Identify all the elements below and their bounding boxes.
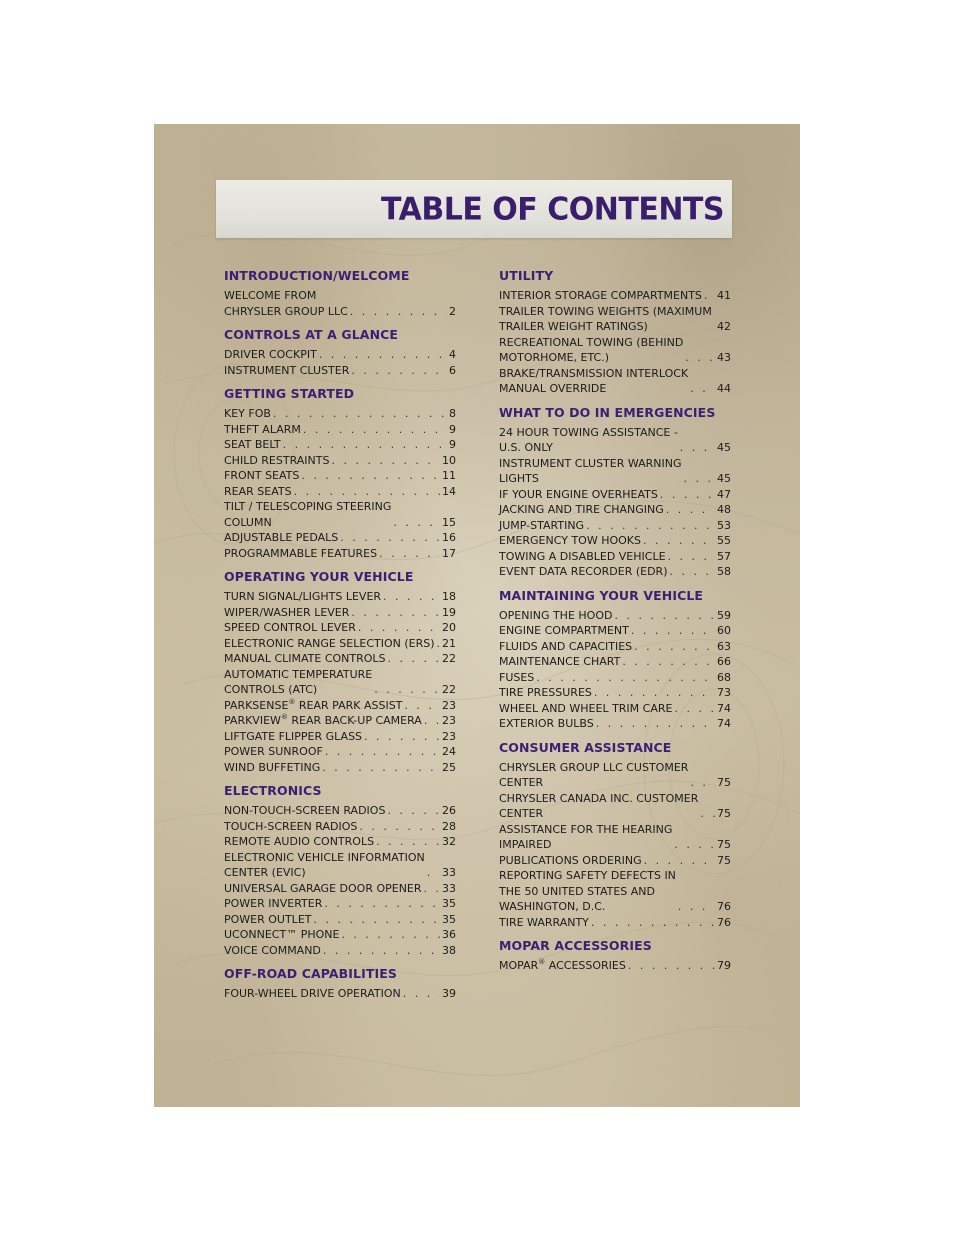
page-number: 75 — [717, 853, 731, 867]
dot-leader — [351, 605, 440, 621]
dot-leader — [301, 468, 440, 484]
toc-entry[interactable] — [499, 533, 731, 549]
section-heading: CONSUMER ASSISTANCE — [499, 739, 672, 755]
dot-leader — [596, 716, 715, 732]
entry-label: SEAT BELT — [224, 438, 281, 451]
page-number: 74 — [717, 701, 731, 715]
dot-leader — [690, 775, 715, 791]
dot-leader — [427, 865, 440, 881]
dot-leader — [341, 927, 440, 943]
toc-entry[interactable] — [499, 366, 731, 397]
dot-leader — [437, 636, 441, 652]
page-number: 10 — [442, 453, 456, 467]
dot-leader — [424, 881, 440, 897]
entry-label: CHRYSLER CANADA INC. CUSTOMER CENTER — [499, 791, 699, 820]
dot-leader — [668, 549, 715, 565]
entry-label: FOUR-WHEEL DRIVE OPERATION — [224, 987, 401, 1000]
toc-entry[interactable] — [224, 744, 456, 760]
entry-label: MANUAL CLIMATE CONTROLS — [224, 652, 386, 665]
toc-entry[interactable] — [499, 549, 731, 565]
dot-leader — [324, 896, 440, 912]
toc-section — [499, 268, 731, 397]
page-number: 60 — [717, 624, 731, 637]
toc-entry[interactable] — [499, 958, 731, 974]
toc-entry[interactable] — [224, 698, 456, 714]
entry-label: EMERGENCY TOW HOOKS — [499, 534, 641, 547]
dot-leader — [374, 682, 440, 698]
entry-label: INSTRUMENT CLUSTER WARNING LIGHTS — [499, 456, 682, 485]
entry-label: PROGRAMMABLE FEATURES — [224, 546, 378, 560]
section-heading: UTILITY — [499, 268, 554, 283]
toc-entry[interactable] — [224, 546, 456, 562]
page-number: 44 — [717, 382, 731, 395]
toc-section — [499, 938, 731, 974]
page-number: 15 — [442, 515, 456, 529]
toc-entry[interactable] — [499, 716, 731, 732]
entry-label: ELECTRONIC VEHICLE INFORMATION CENTER (EVIC) — [224, 850, 425, 879]
toc-entry[interactable] — [224, 912, 456, 928]
dot-leader — [319, 347, 447, 363]
toc-entry[interactable] — [224, 288, 456, 319]
entry-label: TOUCH-SCREEN RADIOS — [224, 819, 358, 833]
dot-leader — [614, 608, 715, 624]
section-heading: CONTROLS AT A GLANCE — [224, 327, 399, 342]
page-number: 75 — [717, 838, 731, 851]
section-heading: ELECTRONICS — [224, 783, 322, 798]
dot-leader — [313, 912, 440, 928]
dot-leader — [283, 437, 447, 453]
dot-leader — [323, 943, 440, 959]
entry-label: REAR SEATS — [224, 484, 292, 498]
toc-entry[interactable] — [224, 347, 456, 363]
page-number: 20 — [442, 621, 456, 634]
toc-entry[interactable] — [499, 670, 731, 686]
toc-entry[interactable] — [224, 605, 456, 621]
page-number: 9 — [449, 438, 456, 451]
toc-section — [224, 268, 456, 319]
section-heading: MOPAR ACCESSORIES — [499, 938, 652, 953]
entry-label: POWER INVERTER — [224, 897, 323, 910]
page-number: 57 — [717, 549, 731, 563]
toc-entry[interactable] — [499, 868, 731, 915]
entry-label: PARKVIEW® REAR BACK-UP CAMERA — [224, 713, 422, 727]
dot-leader — [325, 744, 440, 760]
entry-label: INTERIOR STORAGE COMPARTMENTS — [499, 289, 702, 302]
toc-entry[interactable] — [224, 803, 456, 819]
toc-entry[interactable] — [499, 456, 731, 487]
section-heading: MAINTAINING YOUR VEHICLE — [499, 587, 704, 603]
entry-label: ASSISTANCE FOR THE HEARING IMPAIRED — [499, 822, 673, 851]
entry-label: MOPAR® ACCESSORIES — [499, 958, 626, 972]
page-title: TABLE OF CONTENTS — [381, 191, 724, 228]
dot-leader — [294, 484, 440, 500]
entry-label: FUSES — [499, 670, 535, 684]
toc-column-left — [224, 268, 456, 1010]
toc-entry[interactable] — [499, 915, 731, 931]
entry-label: AUTOMATIC TEMPERATURE CONTROLS (ATC) — [224, 667, 373, 696]
toc-entry[interactable] — [224, 927, 456, 943]
entry-label: JUMP-STARTING — [499, 518, 585, 532]
toc-entry[interactable] — [224, 468, 456, 484]
toc-entry[interactable] — [224, 530, 456, 546]
dot-leader — [643, 533, 715, 549]
dot-leader — [340, 530, 440, 546]
page-number: 59 — [717, 608, 731, 622]
page-number: 11 — [442, 469, 456, 482]
toc-section — [499, 405, 731, 580]
entry-label: 24 HOUR TOWING ASSISTANCE - U.S. ONLY — [499, 425, 678, 454]
entry-label: TILT / TELESCOPING STEERING COLUMN — [224, 500, 392, 529]
toc-entry[interactable] — [499, 654, 731, 670]
page-number: 38 — [442, 943, 456, 957]
toc-entry[interactable] — [499, 791, 731, 822]
registered-mark: ® — [280, 713, 288, 721]
dot-leader — [622, 654, 715, 670]
page-number: 17 — [442, 546, 456, 560]
dot-leader — [383, 589, 440, 605]
entry-label: INSTRUMENT CLUSTER — [224, 363, 350, 377]
page-number: 16 — [442, 531, 456, 544]
page-number: 39 — [442, 987, 456, 1000]
dot-leader — [666, 502, 715, 518]
entry-label: ENGINE COMPARTMENT — [499, 624, 629, 637]
section-heading: GETTING STARTED — [224, 386, 355, 401]
entry-label: NON-TOUCH-SCREEN RADIOS — [224, 804, 386, 817]
page-number: 33 — [442, 866, 456, 879]
page-number: 21 — [442, 636, 456, 650]
dot-leader — [631, 623, 715, 639]
page-number: 53 — [717, 518, 731, 532]
entry-label: ELECTRONIC RANGE SELECTION (ERS) — [224, 636, 435, 650]
page-number: 66 — [717, 655, 731, 668]
page-number: 79 — [717, 959, 731, 972]
entry-label: REMOTE AUDIO CONTROLS — [224, 835, 375, 848]
dot-leader — [303, 422, 447, 438]
page-number: 24 — [442, 745, 456, 758]
entry-label: UNIVERSAL GARAGE DOOR OPENER — [224, 881, 422, 895]
entry-label: OPENING THE HOOD — [499, 608, 613, 622]
dot-leader — [403, 986, 440, 1002]
entry-label: CHRYSLER GROUP LLC CUSTOMER CENTER — [499, 760, 689, 789]
dot-leader — [388, 651, 440, 667]
toc-entry[interactable] — [224, 819, 456, 835]
dot-leader — [536, 670, 715, 686]
page-number: 19 — [442, 605, 456, 619]
dot-leader — [684, 471, 715, 487]
toc-section — [224, 783, 456, 958]
toc-entry[interactable] — [499, 487, 731, 503]
toc-entry[interactable] — [499, 822, 731, 853]
page-background — [154, 124, 800, 1107]
toc-entry[interactable] — [224, 437, 456, 453]
entry-label: EXTERIOR BULBS — [499, 717, 594, 730]
toc-entry[interactable] — [499, 639, 731, 655]
page-number: 76 — [717, 915, 731, 929]
page-number: 23 — [442, 714, 456, 727]
page-number: 14 — [442, 484, 456, 498]
section-heading: OFF-ROAD CAPABILITIES — [224, 966, 397, 981]
toc-entry[interactable] — [499, 304, 731, 335]
toc-entry[interactable] — [224, 850, 456, 881]
toc-section — [499, 740, 731, 931]
section-heading: OPERATING YOUR VEHICLE — [224, 569, 414, 584]
entry-label: RECREATIONAL TOWING (BEHIND MOTORHOME, ETC.) — [499, 335, 684, 364]
page-number: 22 — [442, 683, 456, 696]
toc-entry[interactable] — [224, 986, 456, 1002]
toc-entry[interactable] — [224, 453, 456, 469]
entry-label: EVENT DATA RECORDER (EDR) — [499, 565, 668, 578]
dot-leader — [685, 350, 715, 366]
page-number: 68 — [717, 670, 731, 684]
entry-label: KEY FOB — [224, 407, 271, 420]
entry-label: REPORTING SAFETY DEFECTS IN THE 50 UNITED STATES AND WASHINGTON, D.C. — [499, 869, 676, 913]
toc-section — [224, 966, 456, 1002]
dot-leader — [674, 701, 715, 717]
entry-label: BRAKE/TRANSMISSION INTERLOCK MANUAL OVERRIDE — [499, 366, 689, 395]
dot-leader — [690, 381, 715, 397]
toc-entry[interactable] — [499, 335, 731, 366]
dot-leader — [628, 958, 715, 974]
entry-label: JACKING AND TIRE CHANGING — [499, 503, 664, 516]
toc-entry[interactable] — [499, 701, 731, 717]
toc-section — [224, 327, 456, 378]
dot-leader — [331, 453, 440, 469]
toc-entry[interactable] — [224, 363, 456, 379]
dot-leader — [376, 834, 440, 850]
toc-entry[interactable] — [224, 729, 456, 745]
toc-entry[interactable] — [224, 499, 456, 530]
dot-leader — [350, 304, 447, 320]
dot-leader — [680, 440, 715, 456]
toc-entry[interactable] — [499, 502, 731, 518]
toc-entry[interactable] — [499, 425, 731, 456]
dot-leader — [586, 518, 715, 534]
entry-label: CHILD RESTRAINTS — [224, 453, 330, 467]
toc-entry[interactable] — [224, 713, 456, 729]
toc-entry[interactable] — [499, 853, 731, 869]
page-number: 18 — [442, 590, 456, 603]
dot-leader — [660, 487, 715, 503]
dot-leader — [358, 620, 440, 636]
dot-leader — [359, 819, 440, 835]
entry-label: POWER OUTLET — [224, 912, 312, 926]
dot-leader — [387, 803, 440, 819]
toc-section — [224, 569, 456, 775]
page-number: 2 — [449, 304, 456, 318]
section-heading: INTRODUCTION/WELCOME — [224, 268, 410, 283]
toc-entry[interactable] — [499, 288, 731, 304]
dot-leader — [322, 760, 440, 776]
entry-label: SPEED CONTROL LEVER — [224, 621, 356, 634]
entry-label: TURN SIGNAL/LIGHTS LEVER — [224, 590, 382, 603]
page-number: 22 — [442, 652, 456, 665]
toc-entry[interactable] — [224, 834, 456, 850]
page-number: 73 — [717, 686, 731, 699]
entry-label: PUBLICATIONS ORDERING — [499, 853, 642, 867]
dot-leader — [404, 698, 440, 714]
dot-leader — [644, 853, 715, 869]
entry-label: MAINTENANCE CHART — [499, 655, 621, 668]
toc-section — [224, 386, 456, 561]
page-number: 28 — [442, 819, 456, 833]
entry-label: THEFT ALARM — [224, 422, 301, 436]
entry-label: ADJUSTABLE PEDALS — [224, 531, 339, 544]
entry-label: WIPER/WASHER LEVER — [224, 605, 350, 619]
page-number: 25 — [442, 760, 456, 774]
entry-label: PARKSENSE® REAR PARK ASSIST — [224, 697, 403, 712]
page-number: 26 — [442, 804, 456, 817]
toc-entry[interactable] — [224, 589, 456, 605]
toc-entry[interactable] — [224, 484, 456, 500]
entry-label: WIND BUFFETING — [224, 760, 321, 774]
page-number: 42 — [717, 320, 731, 333]
title-banner — [216, 180, 732, 238]
page-number: 74 — [717, 717, 731, 730]
page-number: 35 — [442, 897, 456, 910]
page-number: 32 — [442, 835, 456, 848]
page-number: 48 — [717, 503, 731, 516]
page-number: 23 — [442, 698, 456, 712]
page-number: 8 — [449, 407, 456, 420]
page-number: 6 — [449, 363, 456, 377]
toc-entry[interactable] — [224, 896, 456, 912]
toc-entry[interactable] — [224, 943, 456, 959]
toc-entry[interactable] — [499, 564, 731, 580]
entry-label: FRONT SEATS — [224, 469, 300, 482]
entry-label: TIRE PRESSURES — [499, 686, 592, 699]
toc-entry[interactable] — [224, 636, 456, 652]
toc-entry[interactable] — [224, 760, 456, 776]
entry-label: UCONNECT™ PHONE — [224, 928, 340, 941]
entry-label: TOWING A DISABLED VEHICLE — [499, 549, 666, 563]
registered-mark: ® — [538, 958, 546, 966]
page-number: 45 — [717, 441, 731, 454]
toc-entry[interactable] — [499, 518, 731, 534]
page-number: 76 — [717, 900, 731, 913]
dot-leader — [424, 713, 440, 729]
page-number: 36 — [442, 928, 456, 941]
page-number: 58 — [717, 565, 731, 578]
page-number: 47 — [717, 487, 731, 501]
entry-label: FLUIDS AND CAPACITIES — [499, 639, 633, 653]
dot-leader — [670, 564, 716, 580]
toc-column-right — [499, 268, 731, 982]
dot-leader — [351, 363, 447, 379]
registered-mark: ® — [288, 697, 296, 706]
dot-leader — [634, 639, 715, 655]
toc-entry[interactable] — [499, 760, 731, 791]
dot-leader — [674, 837, 715, 853]
entry-label: WELCOME FROM CHRYSLER GROUP LLC — [224, 289, 348, 318]
page-number: 75 — [717, 776, 731, 789]
page-number: 63 — [717, 639, 731, 653]
dot-leader — [704, 288, 715, 304]
section-heading: WHAT TO DO IN EMERGENCIES — [499, 404, 716, 420]
page-number: 4 — [449, 348, 456, 361]
dot-leader — [379, 546, 440, 562]
dot-leader — [700, 806, 715, 822]
entry-label: TRAILER TOWING WEIGHTS (MAXIMUM TRAILER WEIGHT RATINGS) — [499, 304, 712, 333]
dot-leader — [714, 319, 715, 335]
entry-label: TIRE WARRANTY — [499, 915, 589, 929]
page-number: 9 — [449, 422, 456, 436]
entry-label: WHEEL AND WHEEL TRIM CARE — [499, 701, 673, 715]
toc-entry[interactable] — [499, 608, 731, 624]
dot-leader — [273, 406, 447, 422]
page-number: 33 — [442, 881, 456, 895]
page-number: 43 — [717, 351, 731, 364]
toc-entry[interactable] — [499, 623, 731, 639]
page-number: 75 — [717, 807, 731, 820]
page-number: 55 — [717, 534, 731, 547]
page-number: 23 — [442, 729, 456, 743]
toc-entry[interactable] — [224, 667, 456, 698]
dot-leader — [393, 515, 440, 531]
dot-leader — [591, 915, 715, 931]
entry-label: DRIVER COCKPIT — [224, 348, 317, 361]
dot-leader — [594, 685, 715, 701]
toc-entry[interactable] — [499, 685, 731, 701]
page-number: 35 — [442, 912, 456, 926]
toc-section — [499, 588, 731, 732]
toc-entry[interactable] — [224, 406, 456, 422]
entry-label: POWER SUNROOF — [224, 745, 323, 758]
page-number: 41 — [717, 289, 731, 302]
entry-label: VOICE COMMAND — [224, 943, 321, 957]
toc-entry[interactable] — [224, 422, 456, 438]
toc-entry[interactable] — [224, 881, 456, 897]
page-number: 45 — [717, 472, 731, 485]
entry-label: IF YOUR ENGINE OVERHEATS — [499, 487, 658, 501]
toc-entry[interactable] — [224, 651, 456, 667]
dot-leader — [364, 729, 440, 745]
entry-label: LIFTGATE FLIPPER GLASS — [224, 729, 363, 743]
toc-entry[interactable] — [224, 620, 456, 636]
dot-leader — [678, 899, 715, 915]
